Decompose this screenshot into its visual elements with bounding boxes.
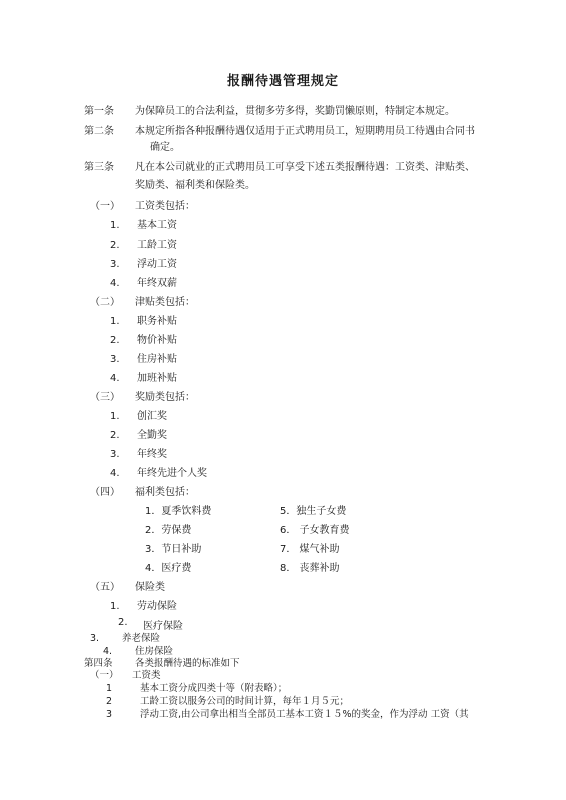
- list-item: 创汇奖: [137, 411, 167, 422]
- list-item-number: 1.: [110, 220, 120, 231]
- article-2-text-line2: 确定。: [150, 142, 180, 153]
- list-item: 加班补贴: [137, 373, 177, 384]
- list-item-number: 1.: [110, 411, 120, 422]
- list-item-number: 4.: [110, 373, 120, 384]
- list-item-number: 2.: [118, 617, 128, 628]
- welfare-item: 7． 煤气补助: [280, 544, 340, 555]
- list-item-number: 3.: [90, 633, 100, 644]
- list-item: 养老保险: [122, 633, 161, 644]
- welfare-item: 6． 子女教育费: [280, 525, 350, 536]
- list-item: 基本工资: [137, 220, 177, 231]
- article-3-label: 第三条: [84, 162, 114, 173]
- article-3-text-line2: 奖励类、福利类和保险类。: [135, 180, 255, 191]
- list-item: 年终奖: [137, 449, 167, 460]
- article-4-text: 各类报酬待遇的标准如下: [135, 658, 240, 669]
- welfare-item: 3．节日补助: [145, 544, 202, 555]
- article-2-text-line1: 本规定所指各种报酬待遇仅适用于正式聘用员工，短期聘用员工待遇由合同书: [135, 126, 475, 137]
- list-item-number: 2: [106, 696, 113, 707]
- list-item-number: 1: [106, 683, 113, 694]
- list-item: 劳动保险: [137, 601, 177, 612]
- list-item: 医疗保险: [143, 621, 183, 632]
- list-item-number: 2.: [110, 430, 120, 441]
- section-5-number: （五）: [90, 582, 120, 593]
- section-3-label: 奖励类包括：: [135, 392, 195, 403]
- article-2-label: 第二条: [84, 126, 114, 137]
- welfare-item: 1．夏季饮料费: [145, 506, 212, 517]
- section-2-number: （二）: [90, 297, 120, 308]
- list-item: 年终先进个人奖: [137, 468, 207, 479]
- list-item: 工龄工资: [137, 240, 177, 251]
- list-item-number: 4.: [110, 468, 120, 479]
- welfare-item: 2．劳保费: [145, 525, 192, 536]
- section-2-label: 津贴类包括：: [135, 297, 195, 308]
- article-1-label: 第一条: [84, 106, 114, 117]
- list-item-number: 1.: [110, 316, 120, 327]
- section-4-number: （四）: [90, 487, 120, 498]
- list-item: 工龄工资以服务公司的时间计算，每年１月５元；: [140, 696, 350, 707]
- wage-section-number: （一）: [90, 670, 119, 681]
- welfare-item: 8． 丧葬补助: [280, 563, 340, 574]
- list-item: 浮动工资: [137, 259, 177, 270]
- list-item: 住房保险: [135, 646, 174, 657]
- article-4-label: 第四条: [84, 658, 113, 669]
- list-item: 全勤奖: [137, 430, 167, 441]
- list-item-number: 3.: [110, 354, 120, 365]
- list-item: 浮动工资,由公司拿出相当全部员工基本工资１５%的奖金，作为浮动 工资（其: [140, 709, 469, 720]
- list-item: 基本工资分成四类十等（附表略）；: [140, 683, 288, 694]
- list-item-number: 3.: [110, 259, 120, 270]
- welfare-item: 5．独生子女费: [280, 506, 347, 517]
- article-1-text: 为保障员工的合法利益，贯彻多劳多得，奖勤罚懒原则，特制定本规定。: [135, 106, 455, 117]
- section-1-label: 工资类包括：: [135, 201, 195, 212]
- list-item: 职务补贴: [137, 316, 177, 327]
- section-5-label: 保险类: [135, 582, 165, 593]
- list-item-number: 1.: [110, 601, 120, 612]
- welfare-item: 4．医疗费: [145, 563, 192, 574]
- list-item-number: 4.: [110, 278, 120, 289]
- section-4-label: 福利类包括：: [135, 487, 195, 498]
- list-item: 物价补贴: [137, 335, 177, 346]
- list-item-number: 3.: [110, 449, 120, 460]
- document-title: 报酬待遇管理规定: [226, 74, 339, 89]
- wage-section-label: 工资类: [132, 670, 161, 681]
- list-item: 住房补贴: [137, 354, 177, 365]
- list-item-number: 2.: [110, 335, 120, 346]
- list-item-number: 2.: [110, 240, 120, 251]
- section-1-number: （一）: [90, 201, 120, 212]
- section-3-number: （三）: [90, 392, 120, 403]
- list-item-number: 4.: [103, 646, 113, 657]
- list-item-number: 3: [106, 709, 113, 720]
- list-item: 年终双薪: [137, 278, 177, 289]
- article-3-text-line1: 凡在本公司就业的正式聘用员工可享受下述五类报酬待遇：工资类、津贴类、: [135, 162, 475, 173]
